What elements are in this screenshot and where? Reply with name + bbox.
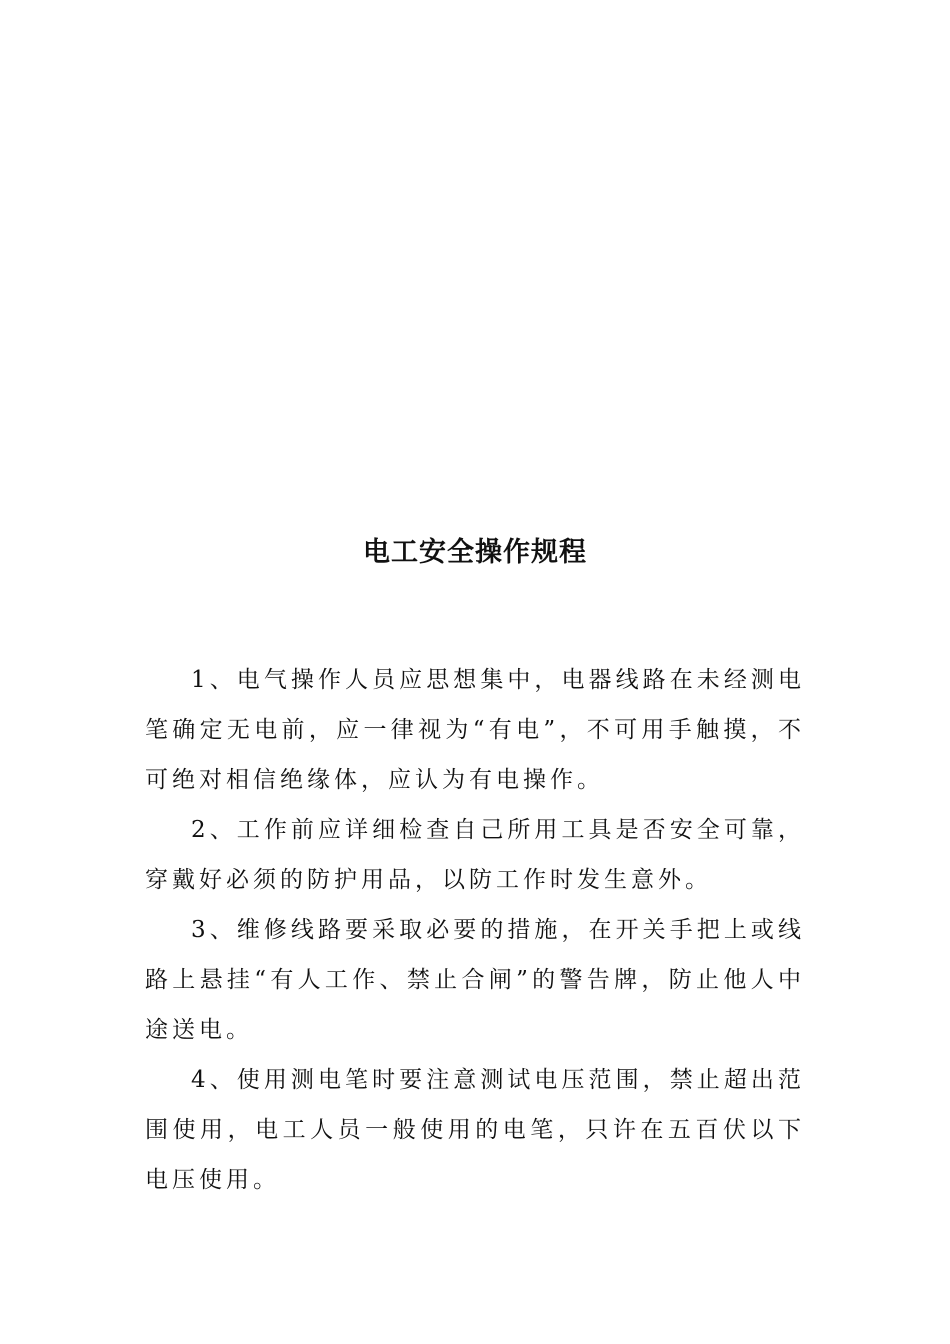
document-title: 电工安全操作规程 [363,537,587,568]
paragraph-4: 4、使用测电笔时要注意测试电压范围，禁止超出范围使用，电工人员一般使用的电笔，只许在五百伏以下电压使用。 [145,1067,805,1193]
paragraph-3: 3、维修线路要采取必要的措施，在开关手把上或线路上悬挂“有人工作、禁止合闸”的警告牌，防止他人中途送电。 [145,917,805,1043]
paragraph-1: 1、电气操作人员应思想集中，电器线路在未经测电笔确定无电前，应一律视为“有电”，不可用手触摸，不可绝对相信绝缘体，应认为有电操作。 [145,667,805,793]
paragraph-2: 2、工作前应详细检查自己所用工具是否安全可靠，穿戴好必须的防护用品，以防工作时发生意外。 [145,817,805,893]
document-body [145,655,805,1205]
